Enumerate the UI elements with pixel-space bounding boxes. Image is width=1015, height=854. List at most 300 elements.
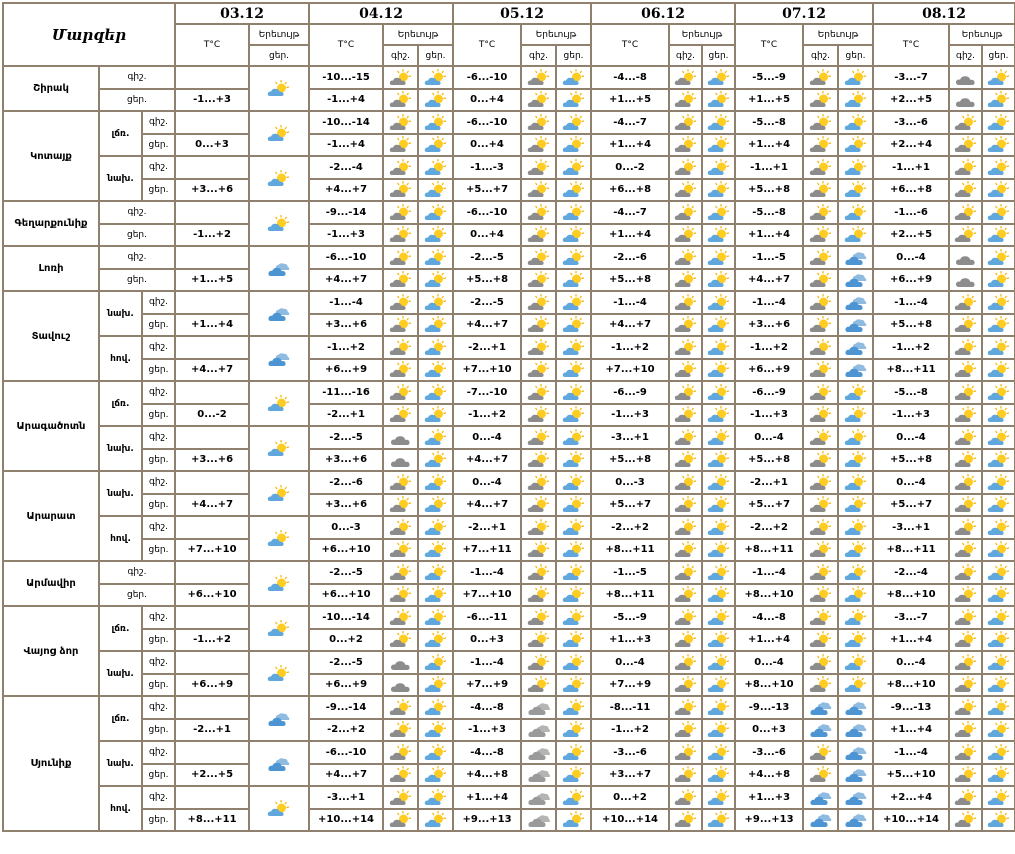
sun-cloud-icon <box>843 113 869 133</box>
sun-cloud-icon <box>423 113 449 133</box>
sun-cloud-icon <box>423 338 449 358</box>
sun-cloud-gray-icon <box>808 743 834 763</box>
sun-cloud-gray-icon <box>673 788 699 808</box>
sun-cloud-gray-icon <box>388 540 414 560</box>
sun-cloud-gray-icon <box>526 68 552 88</box>
weather-cell-night <box>669 539 702 562</box>
forecast-row <box>3 179 1015 202</box>
weather-cell-day <box>702 134 735 157</box>
time-of-day: ցեր. <box>99 89 175 112</box>
weather-cell-night <box>803 539 838 562</box>
sun-cloud-gray-icon <box>526 675 552 695</box>
weather-cell-day <box>982 224 1015 247</box>
temp-cell: +10...+14 <box>591 809 669 832</box>
sun-cloud-icon <box>706 428 732 448</box>
time-of-day: ցեր. <box>142 809 175 832</box>
sun-cloud-icon <box>986 338 1012 358</box>
weather-cell-day <box>702 561 735 584</box>
temp-cell: +4...+7 <box>453 314 521 337</box>
day-header: ցեր. <box>249 45 309 66</box>
weather-cell-day <box>556 336 591 359</box>
weather-cell-night <box>949 786 982 809</box>
sun-cloud-icon <box>986 720 1012 740</box>
sun-cloud-icon <box>561 293 587 313</box>
weather-cell-day <box>418 336 453 359</box>
temp-cell: -4...-8 <box>591 66 669 89</box>
sun-cloud-icon <box>423 428 449 448</box>
time-of-day: գիշ. <box>142 111 175 134</box>
sun-cloud-icon <box>266 664 292 684</box>
forecast-row <box>3 629 1015 652</box>
weather-cell-night <box>669 741 702 764</box>
weather-cell-night <box>669 179 702 202</box>
sun-cloud-gray-icon <box>526 383 552 403</box>
sun-cloud-gray-icon <box>808 473 834 493</box>
sun-cloud-gray-icon <box>953 585 979 605</box>
sun-cloud-icon <box>561 608 587 628</box>
sun-cloud-icon <box>706 630 732 650</box>
weather-cell-night <box>949 336 982 359</box>
weather-cell-day <box>982 134 1015 157</box>
weather-cell-day <box>556 314 591 337</box>
weather-cell-night <box>383 381 418 404</box>
weather-cell-night <box>669 674 702 697</box>
sun-cloud-icon <box>843 540 869 560</box>
sun-cloud-gray-icon <box>388 608 414 628</box>
sun-cloud-icon <box>706 698 732 718</box>
sun-cloud-gray-icon <box>953 653 979 673</box>
weather-cell-day <box>418 314 453 337</box>
temp-cell: +5...+7 <box>735 494 803 517</box>
weather-cell-day <box>982 561 1015 584</box>
weather-cell-day <box>556 381 591 404</box>
temp-cell: -2...-6 <box>591 246 669 269</box>
weather-cell-day <box>702 741 735 764</box>
sun-cloud-icon <box>986 585 1012 605</box>
weather-cell-day <box>418 674 453 697</box>
regions-header: Մարզեր <box>3 3 175 66</box>
temp-cell: 0...-4 <box>735 651 803 674</box>
sun-cloud-gray-icon <box>388 158 414 178</box>
temp-cell: 0...+4 <box>453 224 521 247</box>
weather-cell-day <box>418 381 453 404</box>
sun-cloud-gray-icon <box>526 428 552 448</box>
sun-cloud-gray-icon <box>808 585 834 605</box>
sun-cloud-icon <box>986 248 1012 268</box>
temp-cell: 0...-4 <box>873 426 949 449</box>
time-of-day: գիշ. <box>142 606 175 629</box>
temp-cell: +10...+14 <box>309 809 383 832</box>
forecast-row <box>3 516 1015 539</box>
sun-cloud-icon <box>561 383 587 403</box>
sun-cloud-icon <box>423 630 449 650</box>
weather-cell-day <box>418 719 453 742</box>
weather-cell-night <box>949 314 982 337</box>
weather-cell-night <box>521 134 556 157</box>
weather-cell-day <box>702 111 735 134</box>
sun-cloud-gray-icon <box>388 495 414 515</box>
sun-cloud-gray-icon <box>388 270 414 290</box>
weather-cell-night <box>521 291 556 314</box>
temp-cell: +3...+6 <box>309 449 383 472</box>
region-name: Վայոց ձոր <box>3 606 99 696</box>
weather-cell-night <box>949 381 982 404</box>
cloud-blue-icon <box>266 754 292 774</box>
weather-cell-night <box>521 786 556 809</box>
weather-cell-day <box>556 606 591 629</box>
sun-cloud-icon <box>986 113 1012 133</box>
weather-cell-day <box>982 314 1015 337</box>
temp-cell: 0...-4 <box>453 471 521 494</box>
sun-cloud-icon <box>843 450 869 470</box>
weather-cell-night <box>949 269 982 292</box>
weather-cell-day <box>702 224 735 247</box>
temp-cell: +7...+10 <box>453 359 521 382</box>
sun-cloud-gray-icon <box>388 720 414 740</box>
sun-cloud-icon <box>843 428 869 448</box>
weather-cell-day <box>702 674 735 697</box>
weather-cell-night <box>803 561 838 584</box>
weather-cell-day <box>702 291 735 314</box>
temp-cell: -1...+2 <box>591 336 669 359</box>
sun-cloud-gray-icon <box>808 270 834 290</box>
weather-cell-day <box>702 786 735 809</box>
weather-cell-night <box>521 719 556 742</box>
weather-cell-day <box>556 674 591 697</box>
cloud-blue-icon <box>266 349 292 369</box>
weather-cell-night <box>383 696 418 719</box>
sun-cloud-gray-icon <box>673 653 699 673</box>
temp-cell: +2...+4 <box>873 786 949 809</box>
weather-cell-night <box>521 156 556 179</box>
region-name: Սյունիք <box>3 696 99 831</box>
weather-cell-night <box>949 471 982 494</box>
weather-cell-night <box>949 674 982 697</box>
forecast-row <box>3 246 1015 269</box>
temp-cell: -2...+1 <box>175 719 249 742</box>
weather-cell-day <box>838 291 873 314</box>
sun-cloud-gray-icon <box>388 315 414 335</box>
weather-cell-night <box>669 606 702 629</box>
weather-cell-night <box>803 809 838 832</box>
time-of-day: գիշ. <box>99 66 175 89</box>
temp-cell: -1...+2 <box>309 336 383 359</box>
sun-cloud-icon <box>843 563 869 583</box>
temp-cell: -1...+2 <box>591 719 669 742</box>
weather-cell-day <box>418 404 453 427</box>
weather-cell <box>249 426 309 471</box>
time-of-day: ցեր. <box>142 764 175 787</box>
weather-cell-night <box>669 584 702 607</box>
weather-cell-day <box>702 494 735 517</box>
sun-cloud-gray-icon <box>953 293 979 313</box>
temp-cell: +1...+5 <box>175 269 249 292</box>
weather-cell-day <box>418 111 453 134</box>
sun-cloud-icon <box>706 788 732 808</box>
temp-cell: +6...+9 <box>873 269 949 292</box>
region-name: Տավուշ <box>3 291 99 381</box>
weather-cell-night <box>383 764 418 787</box>
sun-cloud-gray-icon <box>673 315 699 335</box>
sun-cloud-icon <box>266 574 292 594</box>
sun-cloud-icon <box>266 439 292 459</box>
weather-cell-day <box>982 246 1015 269</box>
weather-cell-night <box>521 584 556 607</box>
temp-cell: -2...+2 <box>309 719 383 742</box>
weather-cell-night <box>803 179 838 202</box>
weather-cell-night <box>803 269 838 292</box>
time-of-day: գիշ. <box>142 156 175 179</box>
sun-cloud-gray-icon <box>673 293 699 313</box>
time-of-day: ցեր. <box>142 494 175 517</box>
weather-cell-night <box>521 606 556 629</box>
sun-cloud-icon <box>706 90 732 110</box>
weather-cell-day <box>838 471 873 494</box>
sun-cloud-icon <box>423 383 449 403</box>
weather-cell-day <box>838 539 873 562</box>
temp-cell: +8...+10 <box>873 584 949 607</box>
temp-cell: +8...+10 <box>873 674 949 697</box>
weather-cell-day <box>556 809 591 832</box>
cloud-gray-icon <box>388 450 414 470</box>
sun-cloud-gray-icon <box>953 810 979 830</box>
weather-cell-night <box>949 606 982 629</box>
weather-cell-night <box>949 134 982 157</box>
sun-cloud-icon <box>843 585 869 605</box>
temp-cell: -2...+2 <box>591 516 669 539</box>
weather-cell-day <box>702 539 735 562</box>
cloud-blue-icon <box>843 743 869 763</box>
weather-cell-night <box>949 66 982 89</box>
weather-cell-day <box>838 381 873 404</box>
weather-cell-night <box>383 134 418 157</box>
weather-cell-night <box>383 809 418 832</box>
temp-cell: -2...+1 <box>453 336 521 359</box>
weather-cell-day <box>838 764 873 787</box>
temp-cell: +8...+11 <box>873 539 949 562</box>
temp-cell <box>175 201 249 224</box>
weather-cell-night <box>521 494 556 517</box>
temp-cell: -8...-11 <box>591 696 669 719</box>
temp-cell: +5...+8 <box>591 449 669 472</box>
temp-cell: -3...+1 <box>309 786 383 809</box>
night-header: գիշ. <box>803 45 838 66</box>
weather-cell-day <box>702 381 735 404</box>
sun-cloud-gray-icon <box>808 68 834 88</box>
temp-cell: -1...+2 <box>873 336 949 359</box>
weather-cell-day <box>982 674 1015 697</box>
sun-cloud-icon <box>423 473 449 493</box>
sun-cloud-icon <box>986 788 1012 808</box>
temp-cell <box>175 156 249 179</box>
weather-cell-day <box>556 66 591 89</box>
forecast-row <box>3 201 1015 224</box>
cloud-gray-icon <box>388 653 414 673</box>
weather-cell-day <box>556 696 591 719</box>
temp-cell: +8...+11 <box>735 539 803 562</box>
weather-cell-day <box>418 134 453 157</box>
region-name: Արագածոտն <box>3 381 99 471</box>
temp-cell: -2...-4 <box>873 561 949 584</box>
temp-cell <box>175 336 249 359</box>
sun-cloud-gray-icon <box>808 630 834 650</box>
temp-cell: -6...-11 <box>453 606 521 629</box>
phenomenon-header: Երեւույթ <box>803 24 873 45</box>
temp-cell: -5...-9 <box>591 606 669 629</box>
temp-cell: -6...-9 <box>591 381 669 404</box>
temp-cell: 0...+2 <box>309 629 383 652</box>
temp-cell: +6...+10 <box>309 539 383 562</box>
sun-cloud-gray-icon <box>388 563 414 583</box>
sun-cloud-icon <box>986 540 1012 560</box>
sun-cloud-icon <box>706 585 732 605</box>
forecast-row <box>3 584 1015 607</box>
sun-cloud-icon <box>706 180 732 200</box>
time-of-day: ցեր. <box>142 449 175 472</box>
weather-cell-night <box>383 291 418 314</box>
subzone-label: լճռ. <box>99 696 142 741</box>
weather-cell-night <box>669 134 702 157</box>
temp-header: T°C <box>591 24 669 66</box>
sun-cloud-gray-icon <box>673 585 699 605</box>
region-name: Արմավիր <box>3 561 99 606</box>
sun-cloud-icon <box>561 675 587 695</box>
sun-cloud-icon <box>423 180 449 200</box>
temp-header: T°C <box>453 24 521 66</box>
weather-cell-day <box>982 786 1015 809</box>
temp-header: T°C <box>873 24 949 66</box>
weather-cell-night <box>803 336 838 359</box>
weather-cell-day <box>556 539 591 562</box>
temp-cell <box>175 786 249 809</box>
temp-cell: +5...+8 <box>873 449 949 472</box>
sun-cloud-gray-icon <box>808 293 834 313</box>
weather-cell-day <box>702 404 735 427</box>
temp-cell: -1...+3 <box>591 404 669 427</box>
sun-cloud-icon <box>561 270 587 290</box>
sun-cloud-gray-icon <box>673 743 699 763</box>
sun-cloud-icon <box>843 90 869 110</box>
temp-cell: -3...-7 <box>873 606 949 629</box>
sun-cloud-icon <box>986 270 1012 290</box>
sun-cloud-gray-icon <box>673 473 699 493</box>
sun-cloud-icon <box>706 518 732 538</box>
cloud-blue-icon <box>843 270 869 290</box>
weather-cell-day <box>982 291 1015 314</box>
weather-cell-night <box>803 516 838 539</box>
weather-cell-day <box>418 89 453 112</box>
cloud-blue-icon <box>843 720 869 740</box>
weather-cell-day <box>556 719 591 742</box>
temp-cell: +1...+4 <box>735 629 803 652</box>
weather-cell-day <box>702 651 735 674</box>
sun-cloud-icon <box>706 563 732 583</box>
temp-cell: +8...+11 <box>873 359 949 382</box>
weather-cell-night <box>383 404 418 427</box>
sun-cloud-icon <box>706 113 732 133</box>
sun-cloud-gray-icon <box>388 698 414 718</box>
sun-cloud-icon <box>843 135 869 155</box>
time-of-day: գիշ. <box>142 291 175 314</box>
weather-cell-night <box>521 111 556 134</box>
temp-cell: +5...+8 <box>873 314 949 337</box>
forecast-row <box>3 134 1015 157</box>
sun-cloud-gray-icon <box>673 203 699 223</box>
weather-cell-day <box>418 426 453 449</box>
sun-cloud-gray-icon <box>808 203 834 223</box>
weather-cell-day <box>702 89 735 112</box>
temp-cell: +6...+9 <box>309 674 383 697</box>
sun-cloud-icon <box>706 473 732 493</box>
sun-cloud-icon <box>561 428 587 448</box>
sun-cloud-icon <box>561 585 587 605</box>
weather-cell-night <box>669 561 702 584</box>
weather-cell <box>249 246 309 291</box>
weather-cell-night <box>521 809 556 832</box>
weather-cell-day <box>418 494 453 517</box>
weather-cell-day <box>702 809 735 832</box>
temp-cell: +3...+6 <box>175 179 249 202</box>
weather-cell <box>249 156 309 201</box>
sun-cloud-gray-icon <box>526 270 552 290</box>
time-of-day: ցեր. <box>99 269 175 292</box>
cloud-blue-icon <box>843 293 869 313</box>
weather-cell-day <box>556 516 591 539</box>
sun-cloud-icon <box>706 743 732 763</box>
sun-cloud-icon <box>423 203 449 223</box>
temp-cell: +2...+5 <box>873 89 949 112</box>
weather-cell-day <box>556 179 591 202</box>
temp-cell: -11...-16 <box>309 381 383 404</box>
weather-cell-night <box>383 786 418 809</box>
temp-cell: +1...+5 <box>591 89 669 112</box>
cloud-blue-icon <box>843 360 869 380</box>
forecast-row <box>3 741 1015 764</box>
weather-cell-day <box>702 584 735 607</box>
weather-cell-night <box>383 674 418 697</box>
weather-cell-night <box>521 516 556 539</box>
weather-cell-night <box>949 539 982 562</box>
night-header: գիշ. <box>949 45 982 66</box>
weather-cell-night <box>803 696 838 719</box>
sun-cloud-icon <box>986 743 1012 763</box>
sun-cloud-icon <box>423 360 449 380</box>
forecast-row <box>3 651 1015 674</box>
sun-cloud-gray-icon <box>388 518 414 538</box>
sun-cloud-icon <box>986 630 1012 650</box>
forecast-row <box>3 291 1015 314</box>
temp-cell <box>175 516 249 539</box>
weather-cell-day <box>702 66 735 89</box>
sun-cloud-gray-icon <box>953 788 979 808</box>
weather-cell <box>249 786 309 831</box>
sun-cloud-gray-icon <box>526 495 552 515</box>
clouds-light-icon <box>526 698 552 718</box>
sun-cloud-gray-icon <box>808 180 834 200</box>
sun-cloud-icon <box>423 518 449 538</box>
time-of-day: գիշ. <box>142 741 175 764</box>
weather-cell-day <box>702 246 735 269</box>
weather-cell-night <box>383 246 418 269</box>
temp-cell <box>175 606 249 629</box>
sun-cloud-gray-icon <box>388 90 414 110</box>
temp-cell: -1...-4 <box>591 291 669 314</box>
weather-cell-night <box>383 516 418 539</box>
sun-cloud-icon <box>706 405 732 425</box>
weather-cell-day <box>556 629 591 652</box>
weather-cell-night <box>803 224 838 247</box>
sun-cloud-gray-icon <box>526 338 552 358</box>
